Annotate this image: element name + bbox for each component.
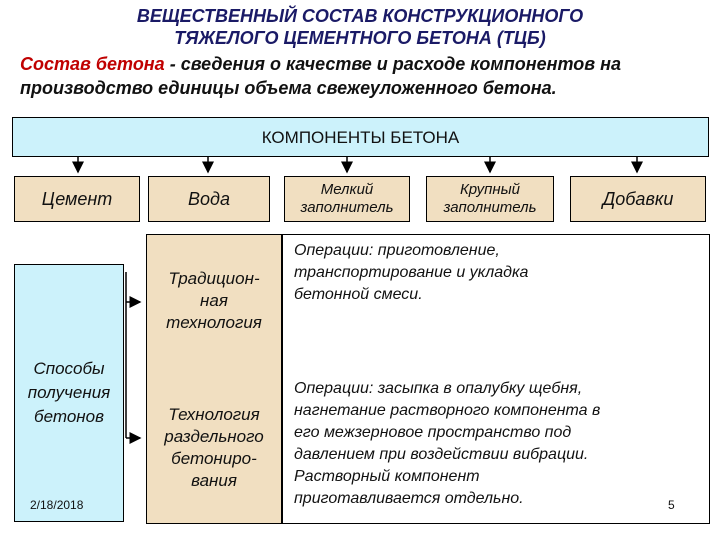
separate-ops-line-6: приготавливается отдельно. bbox=[294, 490, 524, 507]
page-number: 5 bbox=[668, 498, 675, 512]
component-water: Вода bbox=[148, 176, 270, 222]
separate-ops-line-3: его межзерновое пространство под bbox=[294, 424, 572, 441]
components-header-banner: КОМПОНЕНТЫ БЕТОНА bbox=[12, 117, 709, 157]
slide-date: 2/18/2018 bbox=[30, 498, 84, 512]
component-fine-aggregate bbox=[284, 176, 410, 222]
separate-ops-line-5: Растворный компонент bbox=[294, 468, 480, 485]
methods-line-3: бетонов bbox=[34, 407, 104, 426]
component-coarse-aggregate bbox=[426, 176, 554, 222]
coarse-line-1: Крупный bbox=[459, 181, 521, 198]
traditional-operations bbox=[294, 240, 704, 306]
title-line-2: ТЯЖЕЛОГО ЦЕМЕНТНОГО БЕТОНА (ТЦБ) bbox=[174, 28, 546, 48]
separate-line-2: раздельного bbox=[164, 427, 264, 446]
traditional-line-2: ная bbox=[200, 291, 228, 310]
traditional-ops-line-3: бетонной смеси. bbox=[294, 286, 423, 303]
separate-technology bbox=[146, 404, 282, 492]
separate-line-3: бетониро- bbox=[171, 449, 257, 468]
separate-ops-line-4: давлением при воздействии вибрации. bbox=[294, 446, 589, 463]
component-cement: Цемент bbox=[14, 176, 140, 222]
separate-operations bbox=[294, 378, 706, 510]
methods-line-1: Способы bbox=[33, 359, 105, 378]
traditional-ops-line-1: Операции: приготовление, bbox=[294, 242, 500, 259]
coarse-line-2: заполнитель bbox=[443, 199, 537, 216]
component-additives: Добавки bbox=[570, 176, 706, 222]
fine-line-1: Мелкий bbox=[320, 181, 374, 198]
separate-line-1: Технология bbox=[168, 405, 260, 424]
separate-line-4: вания bbox=[191, 471, 237, 490]
traditional-technology bbox=[146, 268, 282, 334]
traditional-ops-line-2: транспортирование и укладка bbox=[294, 264, 529, 281]
traditional-line-1: Традицион- bbox=[168, 269, 260, 288]
methods-box bbox=[14, 264, 124, 522]
separate-ops-line-2: нагнетание растворного компонента в bbox=[294, 402, 601, 419]
definition-line-2: производство единицы объема свежеуложенного бетона. bbox=[20, 78, 557, 98]
methods-line-2: получения bbox=[27, 383, 111, 402]
fine-line-2: заполнитель bbox=[300, 199, 394, 216]
definition-term: Состав бетона bbox=[20, 54, 165, 74]
title-line-1: ВЕЩЕСТВЕННЫЙ СОСТАВ КОНСТРУКЦИОННОГО bbox=[136, 6, 584, 26]
definition-rest: - сведения о качестве и расходе компонентов на bbox=[164, 54, 621, 74]
traditional-line-3: технология bbox=[166, 313, 262, 332]
separate-ops-line-1: Операции: засыпка в опалубку щебня, bbox=[294, 380, 583, 397]
